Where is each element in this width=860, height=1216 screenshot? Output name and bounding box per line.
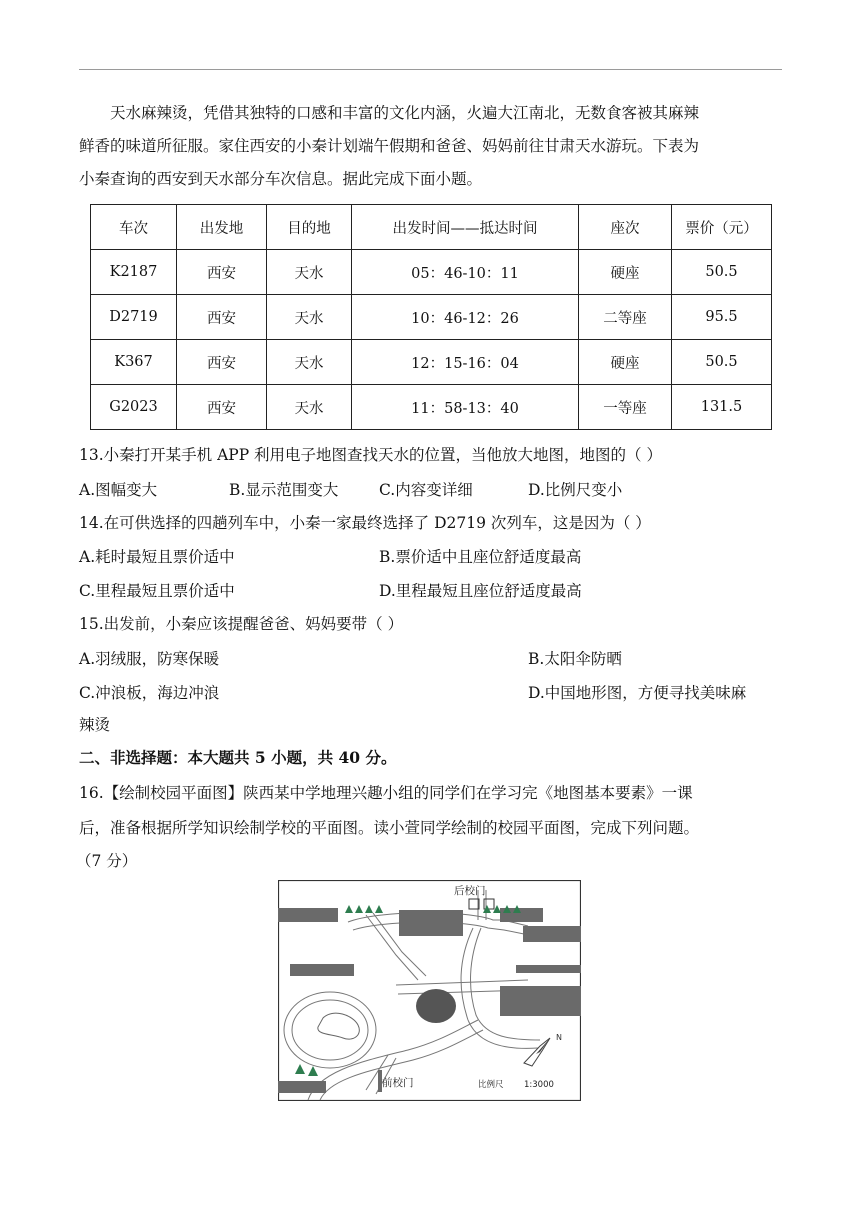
table-row [91, 250, 772, 295]
q13-option-a: A.图幅变大 [79, 481, 158, 499]
back-gate-label: 后校门 [454, 885, 486, 897]
cell-origin: 西安 [177, 250, 267, 295]
col-header-seat: 座次 [579, 205, 672, 250]
q15-option-a: A.羽绒服，防寒保暖 [79, 650, 220, 668]
cell-destination: 天水 [267, 340, 352, 385]
train-schedule-table [90, 204, 772, 430]
cell-time: 12：15-16：04 [352, 340, 579, 385]
intro-line-1: 天水麻辣烫，凭借其独特的口感和丰富的文化内涵，火遍大江南北，无数食客被其麻辣 [110, 104, 700, 122]
north-label: N [556, 1033, 562, 1042]
cell-destination: 天水 [267, 295, 352, 340]
cell-origin: 西安 [177, 385, 267, 430]
cell-time: 05：46-10：11 [352, 250, 579, 295]
q13-option-b: B.显示范围变大 [229, 481, 339, 499]
building-left-mid [290, 964, 354, 976]
table-row [91, 295, 772, 340]
q13-option-c: C.内容变详细 [379, 481, 473, 499]
q15-option-b: B.太阳伞防晒 [528, 650, 622, 668]
building-right-3 [500, 986, 581, 1016]
q14-option-c: C.里程最短且票价适中 [79, 582, 235, 600]
building-top-center [399, 910, 463, 936]
q14-option-d: D.里程最短且座位舒适度最高 [379, 582, 582, 600]
cell-seat: 硬座 [579, 250, 672, 295]
section-2-heading: 二、非选择题：本大题共 5 小题，共 40 分。 [79, 748, 397, 767]
q14-option-b: B.票价适中且座位舒适度最高 [379, 548, 582, 566]
question-16-line-2: 后，准备根据所学知识绘制学校的平面图。读小萱同学绘制的校园平面图，完成下列问题。 [79, 819, 700, 837]
cell-train: G2023 [91, 385, 177, 430]
question-14-stem: 14.在可供选择的四趟列车中，小秦一家最终选择了 D2719 次列车，这是因为（ ） [79, 514, 651, 532]
cell-seat: 二等座 [579, 295, 672, 340]
cell-train: K2187 [91, 250, 177, 295]
question-15-stem: 15.出发前，小秦应该提醒爸爸、妈妈要带（ ） [79, 615, 404, 633]
cell-price: 131.5 [672, 385, 772, 430]
scale-label: 比例尺 [478, 1080, 504, 1090]
col-header-time: 出发时间——抵达时间 [352, 205, 579, 250]
intro-paragraph [79, 97, 782, 196]
front-gate-label: 前校门 [382, 1077, 414, 1089]
q15-option-c: C.冲浪板，海边冲浪 [79, 684, 220, 702]
col-header-destination: 目的地 [267, 205, 352, 250]
cell-origin: 西安 [177, 340, 267, 385]
cell-origin: 西安 [177, 295, 267, 340]
cell-seat: 一等座 [579, 385, 672, 430]
q15-option-d-continuation: 辣烫 [79, 716, 111, 734]
table-row [91, 340, 772, 385]
cell-destination: 天水 [267, 250, 352, 295]
cell-seat: 硬座 [579, 340, 672, 385]
question-13-stem: 13.小秦打开某手机 APP 利用电子地图查找天水的位置，当他放大地图，地图的（ ） [79, 446, 662, 464]
cell-price: 95.5 [672, 295, 772, 340]
col-header-train: 车次 [91, 205, 177, 250]
col-header-price: 票价（元） [672, 205, 772, 250]
scale-value: 1:3000 [524, 1080, 554, 1090]
intro-line-3: 小秦查询的西安到天水部分车次信息。据此完成下面小题。 [79, 170, 483, 188]
table-row [91, 385, 772, 430]
header-rule [79, 69, 782, 70]
cell-time: 10：46-12：26 [352, 295, 579, 340]
question-16-line-3: （7 分） [76, 852, 138, 870]
col-header-origin: 出发地 [177, 205, 267, 250]
q15-option-d: D.中国地形图，方便寻找美味麻 [528, 684, 747, 702]
cell-price: 50.5 [672, 250, 772, 295]
campus-map [278, 880, 581, 1101]
round-building [416, 989, 456, 1023]
building-bottom-left [278, 1081, 326, 1093]
intro-line-2: 鲜香的味道所征服。家住西安的小秦计划端午假期和爸爸、妈妈前往甘肃天水游玩。下表为 [79, 137, 700, 155]
cell-time: 11：58-13：40 [352, 385, 579, 430]
cell-price: 50.5 [672, 340, 772, 385]
cell-train: D2719 [91, 295, 177, 340]
building-top-left [278, 908, 338, 922]
cell-train: K367 [91, 340, 177, 385]
q14-option-a: A.耗时最短且票价适中 [79, 548, 235, 566]
building-right-2 [516, 965, 581, 973]
q13-option-d: D.比例尺变小 [528, 481, 623, 499]
question-16-line-1: 16.【绘制校园平面图】陕西某中学地理兴趣小组的同学们在学习完《地图基本要素》一课 [79, 784, 693, 802]
cell-destination: 天水 [267, 385, 352, 430]
table-header-row [91, 205, 772, 250]
building-right-1 [523, 926, 581, 942]
